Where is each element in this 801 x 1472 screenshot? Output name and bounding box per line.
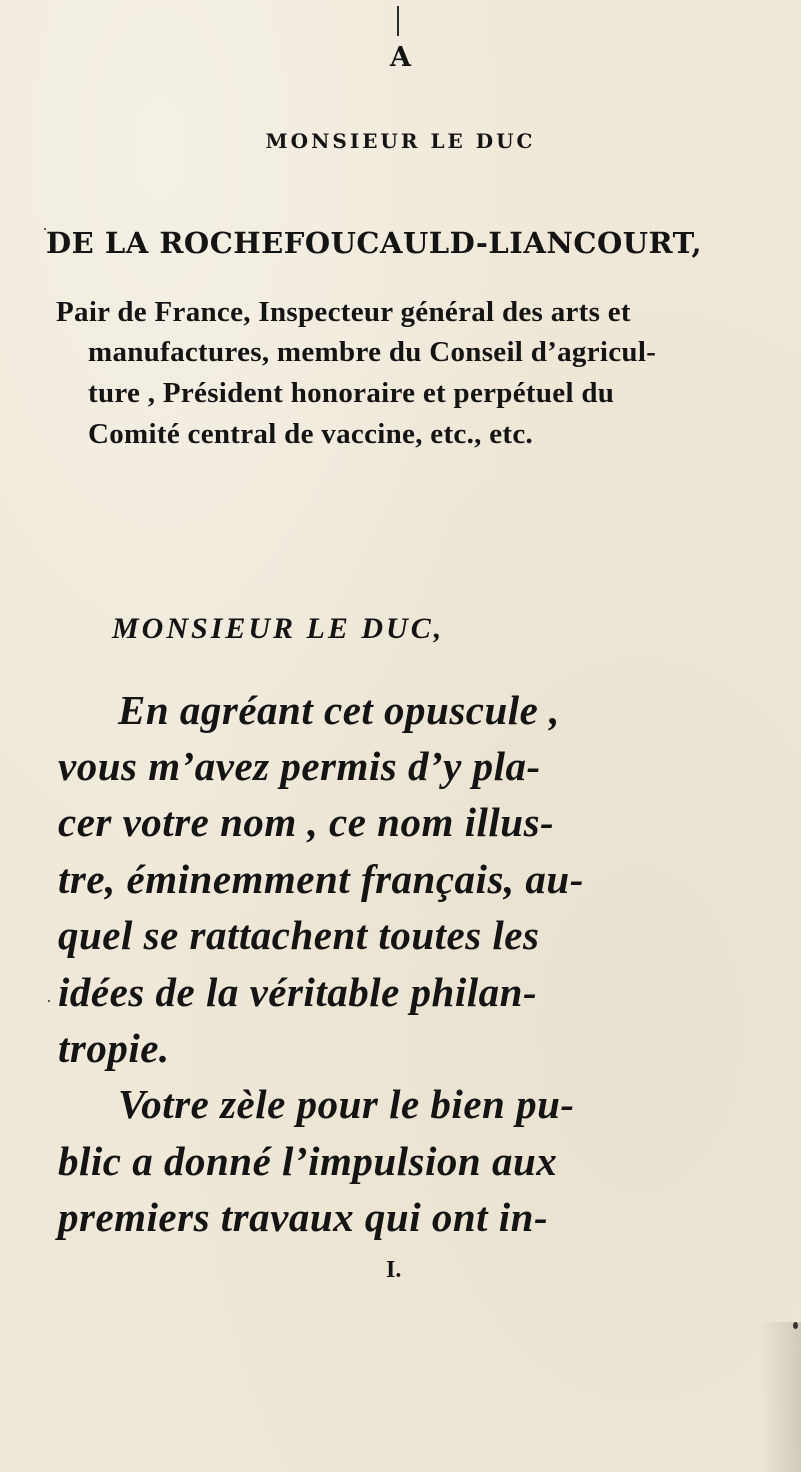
body-line: Votre zèle pour le bien pu- [118, 1081, 575, 1127]
dedicatee-title-line: MONSIEUR LE DUC [265, 129, 536, 153]
titles-line: manufactures, membre du Conseil d’agricul- [88, 336, 657, 368]
body-line: cer votre nom , ce nom illus- [58, 799, 555, 845]
body-line: quel se rattachent toutes les [58, 912, 540, 958]
dedication-heading-a: A [390, 42, 411, 73]
printer-mark [397, 6, 399, 36]
body-line: idées de la véritable philan- [58, 969, 538, 1015]
body-line: premiers travaux qui ont in- [58, 1194, 549, 1240]
page-edge-shadow [761, 1322, 801, 1472]
body-line: En agréant cet opuscule , [118, 687, 560, 733]
ink-speck [48, 1000, 50, 1002]
body-line: tre, éminemment français, au- [58, 856, 584, 902]
titles-line: Comité central de vaccine, etc., etc. [88, 418, 534, 450]
body-line: blic a donné l’impulsion aux [58, 1138, 558, 1184]
body-line: vous m’avez permis d’y pla- [58, 743, 541, 789]
titles-line: Pair de France, Inspecteur général des arts et [56, 296, 631, 328]
body-line: tropie. [58, 1025, 170, 1071]
ink-speck [44, 228, 46, 230]
titles-line: ture , Président honoraire et perpétuel du [88, 377, 615, 409]
dedicatee-name-line: DE LA ROCHEFOUCAULD-LIANCOURT, [46, 226, 703, 260]
salutation: MONSIEUR LE DUC, [112, 612, 445, 645]
signature-mark: I. [386, 1257, 402, 1283]
